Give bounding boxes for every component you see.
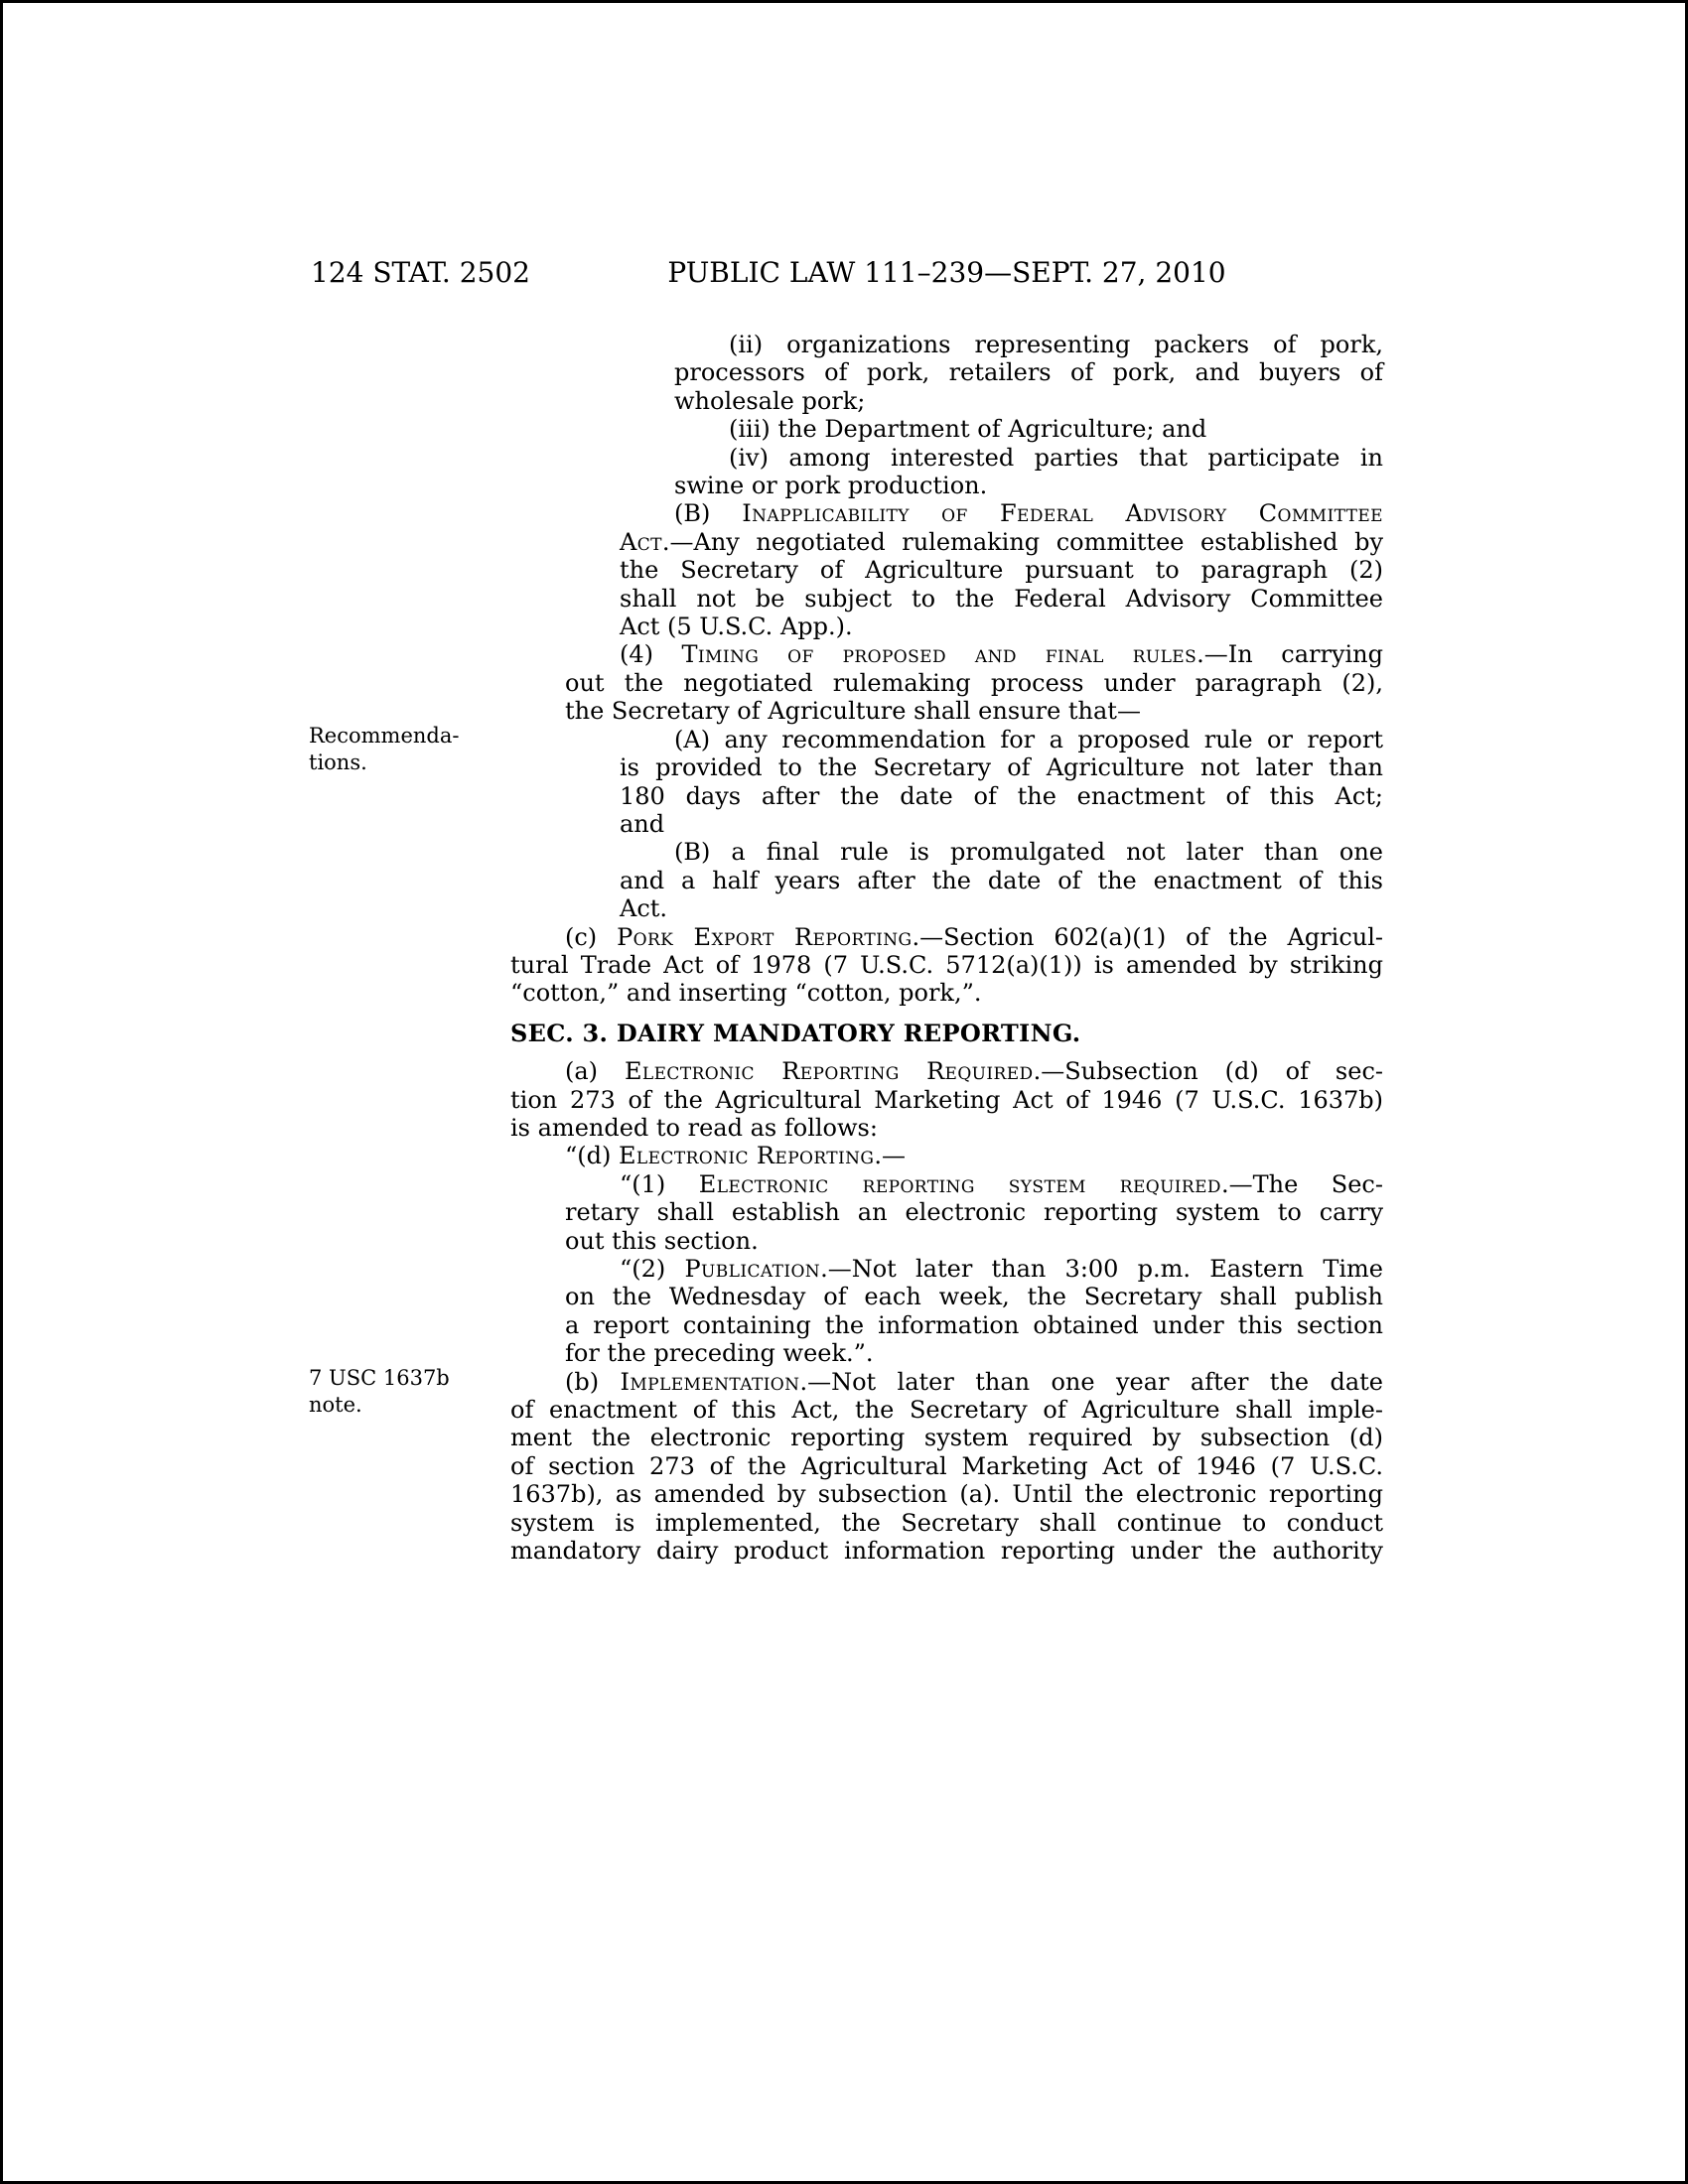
text-run: “(1) bbox=[620, 1169, 699, 1198]
text-run: (ii) organizations representing packers of pork, bbox=[729, 331, 1383, 358]
smallcaps-text: Electronic Reporting bbox=[619, 1142, 875, 1170]
text-run: and a half years after the date of the enactment of this bbox=[620, 866, 1383, 894]
text-run: out this section. bbox=[565, 1226, 759, 1255]
body-line bbox=[510, 1057, 1383, 1085]
running-title: PUBLIC LAW 111–239—SEPT. 27, 2010 bbox=[667, 256, 1226, 289]
body-line bbox=[510, 894, 1383, 922]
body-line bbox=[510, 1142, 1383, 1169]
body-line bbox=[510, 1170, 1383, 1198]
text-run: 180 days after the date of the enactment of this Act; bbox=[620, 781, 1383, 810]
text-run: processors of pork, retailers of pork, and buyers of bbox=[674, 358, 1383, 387]
text-run: .—Subsection (d) of sec- bbox=[1033, 1057, 1384, 1086]
text-run: the Secretary of Agriculture pursuant to paragraph (2) bbox=[620, 556, 1383, 585]
text-run: wholesale pork; bbox=[674, 386, 866, 415]
text-run: “cotton,” and inserting “cotton, pork,”. bbox=[510, 979, 982, 1008]
text-run: a report containing the information obtained under this section bbox=[565, 1310, 1383, 1339]
text-run: of enactment of this Act, the Secretary of Agriculture shall imple- bbox=[510, 1396, 1383, 1425]
body-line bbox=[510, 1114, 1383, 1142]
text-run: (B) bbox=[674, 499, 743, 528]
body-line bbox=[510, 782, 1383, 810]
text-run: Act. bbox=[620, 894, 668, 923]
text-run: (A) any recommendation for a proposed rule or report bbox=[674, 725, 1383, 753]
margin-note-line: 7 USC 1637b bbox=[309, 1366, 450, 1390]
text-run: ment the electronic reporting system required by subsection (d) bbox=[510, 1424, 1383, 1452]
text-run: and bbox=[620, 809, 665, 838]
body-line bbox=[510, 444, 1383, 472]
body-line bbox=[510, 951, 1383, 979]
text-run: “(2) bbox=[620, 1255, 685, 1283]
body-line bbox=[510, 415, 1383, 443]
body-line bbox=[510, 867, 1383, 894]
text-run: .—The Sec- bbox=[1220, 1169, 1383, 1198]
smallcaps-text: Inapplicability of Federal Advisory Committee bbox=[742, 499, 1383, 528]
page-number: 124 STAT. 2502 bbox=[311, 256, 530, 289]
text-run: tion 273 of the Agricultural Marketing Act of 1946 (7 U.S.C. 1637b) bbox=[510, 1085, 1383, 1114]
body-line bbox=[510, 1509, 1383, 1537]
smallcaps-text: Implementation bbox=[620, 1367, 800, 1396]
body-line bbox=[510, 838, 1383, 866]
margin-note-line: Recommenda- bbox=[309, 724, 460, 748]
body-line bbox=[510, 810, 1383, 838]
body-line bbox=[510, 979, 1383, 1007]
text-run: SEC. 3. DAIRY MANDATORY REPORTING. bbox=[510, 1018, 1081, 1047]
text-run: .—Not later than one year after the date bbox=[799, 1367, 1383, 1396]
body-line bbox=[510, 1283, 1383, 1310]
text-run: 1637b), as amended by subsection (a). Until the electronic reporting bbox=[510, 1480, 1383, 1509]
body-line bbox=[510, 1086, 1383, 1114]
body-line bbox=[510, 1198, 1383, 1226]
statute-text-column bbox=[510, 331, 1383, 1565]
body-line bbox=[510, 1339, 1383, 1367]
body-line bbox=[510, 923, 1383, 951]
text-run: “(d) bbox=[565, 1142, 619, 1170]
text-run: (B) a final rule is promulgated not later than one bbox=[674, 838, 1383, 867]
text-run: Act (5 U.S.C. App.). bbox=[620, 613, 853, 641]
body-line bbox=[510, 585, 1383, 613]
smallcaps-text: Publication bbox=[684, 1255, 821, 1283]
body-line bbox=[510, 1255, 1383, 1283]
text-run: (b) bbox=[565, 1367, 621, 1396]
smallcaps-text: Act bbox=[620, 527, 662, 556]
text-run: for the preceding week.”. bbox=[565, 1339, 874, 1368]
text-run: shall not be subject to the Federal Advisory Committee bbox=[620, 584, 1383, 613]
body-line bbox=[510, 499, 1383, 527]
body-line bbox=[510, 669, 1383, 697]
text-run: is amended to read as follows: bbox=[510, 1113, 878, 1142]
body-line bbox=[510, 1227, 1383, 1255]
text-run: (4) bbox=[620, 640, 682, 669]
body-line bbox=[510, 1368, 1383, 1396]
text-run: .—Any negotiated rulemaking committee established by bbox=[661, 527, 1383, 556]
margin-note bbox=[309, 1365, 502, 1419]
text-run: (c) bbox=[565, 922, 618, 951]
text-run: on the Wednesday of each week, the Secretary shall publish bbox=[565, 1283, 1383, 1311]
text-run: .—In carrying bbox=[1196, 640, 1384, 669]
text-run: retary shall establish an electronic reporting system to carry bbox=[565, 1198, 1383, 1227]
margin-note bbox=[309, 723, 502, 776]
body-line bbox=[510, 1537, 1383, 1565]
text-run: the Secretary of Agriculture shall ensure that— bbox=[565, 697, 1141, 726]
text-run: mandatory dairy product information reporting under the authority bbox=[510, 1537, 1383, 1566]
smallcaps-text: Timing of proposed and final rules bbox=[681, 640, 1197, 669]
text-run: (a) bbox=[565, 1057, 625, 1086]
body-line bbox=[510, 697, 1383, 725]
text-run: system is implemented, the Secretary shall continue to conduct bbox=[510, 1508, 1383, 1537]
body-line bbox=[510, 1452, 1383, 1480]
body-line bbox=[510, 387, 1383, 415]
body-line bbox=[510, 1480, 1383, 1508]
text-run: is provided to the Secretary of Agriculture not later than bbox=[620, 753, 1383, 782]
text-run: of section 273 of the Agricultural Marketing Act of 1946 (7 U.S.C. bbox=[510, 1451, 1383, 1480]
margin-note-line: note. bbox=[309, 1393, 362, 1417]
body-line bbox=[510, 556, 1383, 584]
body-line bbox=[510, 726, 1383, 753]
text-run: out the negotiated rulemaking process under paragraph (2), bbox=[565, 668, 1383, 697]
body-line bbox=[510, 472, 1383, 499]
text-run: (iv) among interested parties that participate in bbox=[729, 443, 1383, 472]
body-line bbox=[510, 1396, 1383, 1424]
margin-note-line: tions. bbox=[309, 751, 367, 774]
body-line bbox=[510, 528, 1383, 556]
text-run: (iii) the Department of Agriculture; and bbox=[729, 415, 1207, 444]
body-line bbox=[510, 358, 1383, 386]
text-run: swine or pork production. bbox=[674, 472, 988, 500]
section-heading bbox=[510, 1020, 1383, 1047]
smallcaps-text: Pork Export Reporting bbox=[617, 922, 913, 951]
body-line bbox=[510, 753, 1383, 781]
text-run: .—Not later than 3:00 p.m. Eastern Time bbox=[820, 1255, 1383, 1283]
body-line bbox=[510, 640, 1383, 668]
text-run: .—Section 602(a)(1) of the Agricul- bbox=[912, 922, 1384, 951]
text-run: .— bbox=[874, 1142, 907, 1170]
body-line bbox=[510, 331, 1383, 358]
text-run: tural Trade Act of 1978 (7 U.S.C. 5712(a)(1)) is amended by striking bbox=[510, 950, 1383, 979]
smallcaps-text: Electronic Reporting Required bbox=[625, 1057, 1034, 1086]
body-line bbox=[510, 1424, 1383, 1451]
body-line bbox=[510, 613, 1383, 640]
smallcaps-text: Electronic reporting system required bbox=[698, 1169, 1221, 1198]
body-line bbox=[510, 1311, 1383, 1339]
